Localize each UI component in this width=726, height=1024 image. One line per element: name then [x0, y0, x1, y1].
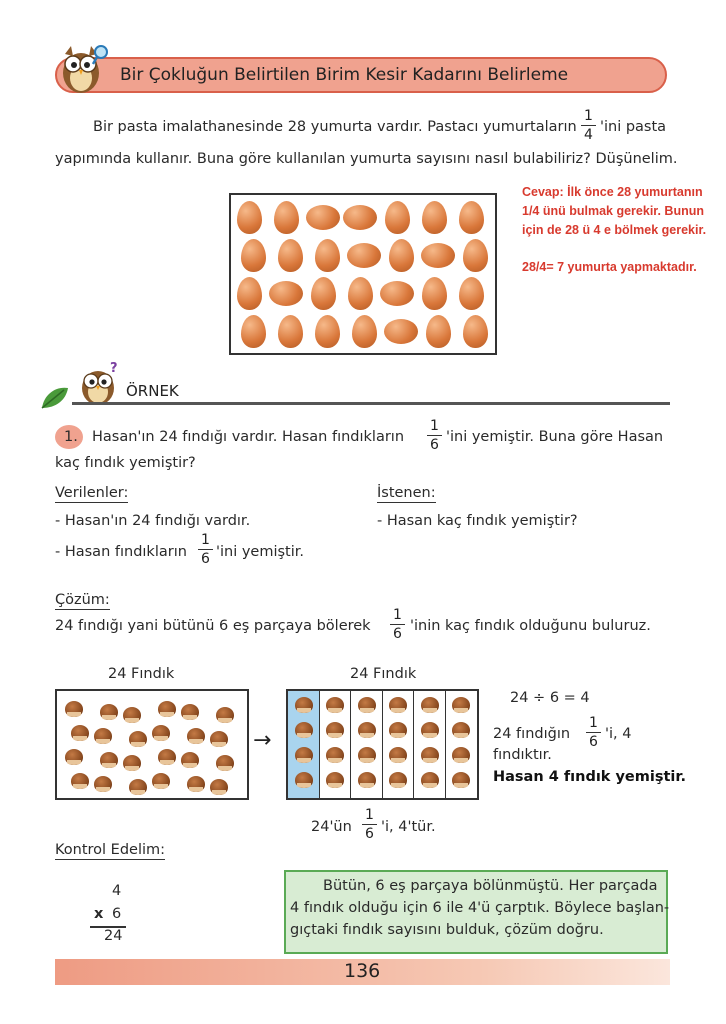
solution-fraction: [390, 608, 405, 641]
hazelnut: [94, 728, 112, 744]
hazelnut: [100, 704, 118, 720]
hazelnut: [358, 697, 376, 713]
givens-fraction: [198, 533, 213, 566]
answer-line1: Cevap: İlk önce 28 yumurtanın: [522, 185, 703, 199]
conclusion-line2: 4 fındık olduğu için 6 ile 4'ü çarptık. Böylece başlan-: [290, 900, 670, 916]
egg: [347, 243, 381, 268]
hazelnut: [216, 755, 234, 771]
egg: [311, 277, 336, 310]
hazelnut: [181, 704, 199, 720]
egg: [463, 239, 488, 272]
egg: [278, 315, 303, 348]
side-calc-line2: 24 fındığın: [493, 726, 571, 742]
hazelnut: [152, 725, 170, 741]
problem-line2: kaç fındık yemiştir?: [55, 455, 196, 471]
egg: [352, 315, 377, 348]
hazelnut: [326, 722, 344, 738]
hazelnut: [187, 728, 205, 744]
fraction-denominator: 4: [581, 125, 596, 142]
asked-item1: - Hasan kaç fındık yemiştir?: [377, 513, 578, 529]
givens-item1: - Hasan'ın 24 fındığı vardır.: [55, 513, 251, 529]
conclusion-line1: Bütün, 6 eş parçaya bölünmüştü. Her parçada: [323, 878, 658, 894]
bottom-label-end: 'i, 4'tür.: [381, 819, 436, 835]
egg: [241, 315, 266, 348]
hazelnut: [210, 731, 228, 747]
intro-line2: yapımında kullanır. Buna göre kullanılan yumurta sayısını nasıl bulabiliriz? Düşünelim.: [55, 151, 678, 167]
hazelnut: [389, 697, 407, 713]
egg: [421, 243, 455, 268]
egg: [459, 277, 484, 310]
egg: [385, 201, 410, 234]
hazelnut: [216, 707, 234, 723]
problem-line1: Hasan'ın 24 fındığı vardır. Hasan fındıkların: [92, 429, 405, 445]
owl-icon: [76, 360, 122, 406]
fraction-denominator: 6: [390, 624, 405, 641]
solution-line-end: 'inin kaç fındık olduğunu buluruz.: [410, 618, 651, 634]
answer-line3: için de 28 ü 4 e bölmek gerekir.: [522, 223, 707, 237]
hazelnut: [123, 707, 141, 723]
hazelnut: [421, 747, 439, 763]
givens-item2-end: 'ini yemiştir.: [216, 544, 305, 560]
hazelnut: [358, 722, 376, 738]
intro-fraction: [581, 109, 596, 142]
side-calc-result: Hasan 4 fındık yemiştir.: [493, 769, 686, 785]
hazelnut: [389, 772, 407, 788]
hazelnut: [326, 697, 344, 713]
check-result: 24: [104, 928, 123, 944]
bottom-label: 24'ün: [311, 819, 352, 835]
check-operator: x: [94, 906, 104, 922]
egg: [237, 277, 262, 310]
hazelnut: [71, 773, 89, 789]
problem-line1-end: 'ini yemiştir. Buna göre Hasan: [446, 429, 664, 445]
problem-number: 1.: [64, 429, 78, 445]
fraction-numerator: 1: [201, 532, 210, 548]
check-top-number: 4: [112, 883, 122, 899]
egg: [343, 205, 377, 230]
side-calc-line2-end: 'i, 4: [605, 726, 632, 742]
hazelnut: [100, 752, 118, 768]
hazelnut: [129, 731, 147, 747]
solution-heading: Çözüm:: [55, 592, 110, 608]
fraction-numerator: 1: [589, 715, 598, 731]
egg: [463, 315, 488, 348]
egg: [278, 239, 303, 272]
intro-line1: Bir pasta imalathanesinde 28 yumurta vardır. Pastacı yumurtaların: [93, 119, 577, 135]
hazelnut: [71, 725, 89, 741]
egg: [380, 281, 414, 306]
fraction-denominator: 6: [198, 549, 213, 566]
fraction-numerator: 1: [393, 607, 402, 623]
asked-heading: İstenen:: [377, 485, 436, 501]
answer-line2: 1/4 ünü bulmak gerekir. Bunun: [522, 204, 704, 218]
hazelnut: [187, 776, 205, 792]
hazelnut: [123, 755, 141, 771]
hazelnut: [65, 749, 83, 765]
hazelnut: [421, 722, 439, 738]
problem-fraction: [427, 419, 442, 452]
fraction-denominator: 6: [427, 435, 442, 452]
hazelnut: [94, 776, 112, 792]
hazelnut: [389, 747, 407, 763]
left-hazelnut-label: 24 Fındık: [108, 666, 175, 682]
page-number: 136: [344, 960, 381, 982]
hazelnut: [389, 722, 407, 738]
hazelnut-box-grouped: [286, 689, 479, 800]
fraction-numerator: 1: [430, 418, 439, 434]
hazelnut: [65, 701, 83, 717]
hazelnut: [152, 773, 170, 789]
check-heading: Kontrol Edelim:: [55, 842, 166, 858]
egg: [306, 205, 340, 230]
fraction-denominator: 6: [586, 732, 601, 749]
check-middle-number: 6: [112, 906, 122, 922]
egg: [426, 315, 451, 348]
fraction-numerator: 1: [365, 807, 374, 823]
hazelnut: [295, 722, 313, 738]
page-title: Bir Çokluğun Belirtilen Birim Kesir Kadarını Belirleme: [120, 65, 569, 85]
egg: [237, 201, 262, 234]
side-calc-fraction: [586, 716, 601, 749]
givens-heading: Verilenler:: [55, 485, 129, 501]
ornek-label: ÖRNEK: [126, 382, 179, 400]
intro-line1-end: 'ini pasta: [600, 119, 667, 135]
hazelnut-box-unsorted: [55, 689, 249, 800]
egg: [384, 319, 418, 344]
hazelnut: [295, 747, 313, 763]
hazelnut: [421, 772, 439, 788]
hazelnut: [452, 722, 470, 738]
egg: [389, 239, 414, 272]
right-hazelnut-label: 24 Fındık: [350, 666, 417, 682]
conclusion-line3: gıçtaki fındık sayısını bulduk, çözüm doğru.: [290, 922, 604, 938]
hazelnut: [421, 697, 439, 713]
egg: [241, 239, 266, 272]
hazelnut: [452, 747, 470, 763]
side-calc-line3: fındıktır.: [493, 747, 552, 763]
givens-item2: - Hasan fındıkların: [55, 544, 187, 560]
fraction-denominator: 6: [362, 824, 377, 841]
egg: [274, 201, 299, 234]
division-expression: 24 ÷ 6 = 4: [510, 690, 590, 706]
hazelnut: [452, 697, 470, 713]
hazelnut: [295, 697, 313, 713]
hazelnut: [452, 772, 470, 788]
hazelnut: [158, 749, 176, 765]
solution-line: 24 fındığı yani bütünü 6 eş parçaya bölerek: [55, 618, 371, 634]
owl-magnifier-icon: [57, 40, 111, 96]
hazelnut: [158, 701, 176, 717]
svg-text:?: ?: [110, 361, 118, 376]
bottom-fraction: [362, 808, 377, 841]
hazelnut: [181, 752, 199, 768]
egg: [315, 239, 340, 272]
hazelnut: [358, 747, 376, 763]
hazelnut: [326, 747, 344, 763]
egg: [315, 315, 340, 348]
egg: [348, 277, 373, 310]
hazelnut: [358, 772, 376, 788]
egg: [422, 201, 447, 234]
leaf-icon: [38, 380, 78, 412]
egg: [422, 277, 447, 310]
ornek-divider: [72, 402, 670, 405]
hazelnut: [326, 772, 344, 788]
hazelnut: [295, 772, 313, 788]
hazelnut: [210, 779, 228, 795]
egg: [459, 201, 484, 234]
answer-line4: 28/4= 7 yumurta yapmaktadır.: [522, 260, 697, 274]
hazelnut: [129, 779, 147, 795]
fraction-numerator: 1: [584, 108, 593, 124]
egg: [269, 281, 303, 306]
arrow-icon: →: [253, 728, 272, 753]
eggs-box: [229, 193, 497, 355]
